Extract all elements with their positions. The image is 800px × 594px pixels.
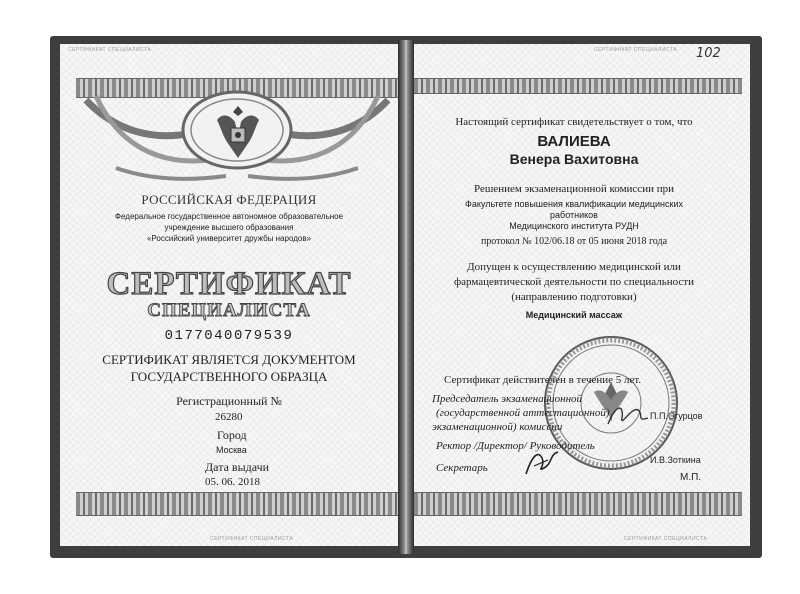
certificate-title: СЕРТИФИКАТ: [106, 266, 352, 302]
admitted-line-3: (направлению подготовки): [511, 291, 637, 303]
ornament-band-bottom: [76, 492, 398, 516]
chair-label-line-1: Председатель экзаменационной: [432, 393, 583, 405]
ornament-band-bottom-right: [414, 492, 742, 516]
edge-text-top-right: СЕРТИФИКАТ СПЕЦИАЛИСТА: [594, 47, 678, 53]
coat-of-arms-icon: [209, 102, 267, 164]
admitted-line-2: фармацевтической деятельности по специальности: [454, 276, 694, 288]
stamp-place-label: М.П.: [680, 472, 702, 483]
holder-given-names: Венера Вахитовна: [509, 151, 639, 167]
institution-line-2: учреждение высшего образования: [164, 223, 294, 232]
country-name: РОССИЙСКАЯ ФЕДЕРАЦИЯ: [141, 192, 317, 207]
institution-line-3: «Российский университет дружбы народов»: [146, 234, 312, 243]
right-page: [414, 44, 750, 546]
rector-label: Ректор /Директор/ Руководитель: [436, 440, 595, 452]
ornament-band-top-right: [414, 78, 742, 94]
document-statement-line-1: СЕРТИФИКАТ ЯВЛЯЕТСЯ ДОКУМЕНТОМ: [102, 352, 356, 367]
left-page: [60, 44, 398, 546]
certificate-spine: [398, 40, 414, 554]
document-statement-line-2: ГОСУДАРСТВЕННОГО ОБРАЗЦА: [130, 369, 328, 384]
handwritten-number: 102: [696, 46, 721, 61]
edge-text-bottom-right: СЕРТИФИКАТ СПЕЦИАЛИСТА: [624, 536, 708, 542]
certificate-subtitle: СПЕЦИАЛИСТА: [147, 300, 311, 321]
chair-name: П.П.Огурцов: [650, 411, 703, 421]
rector-name: И.В.Зоткина: [650, 455, 701, 465]
holder-surname: ВАЛИЕВА: [537, 133, 611, 150]
chair-label-line-3: экзаменационной) комиссии: [432, 421, 563, 433]
edge-text-top: СЕРТИФИКАТ СПЕЦИАЛИСТА: [68, 47, 152, 53]
validity-text: Сертификат действителен в течение 5 лет.: [444, 374, 642, 386]
issue-date-value: 05. 06. 2018: [205, 476, 260, 488]
protocol-text: протокол № 102/06.18 от 05 июня 2018 года: [480, 236, 668, 247]
chair-label-line-2: (государственной аттестационной): [436, 407, 610, 419]
decision-text: Решением экзаменационной комиссии при: [473, 183, 674, 195]
secretary-signature: [522, 446, 562, 478]
faculty-line-3: Медицинского института РУДН: [509, 221, 639, 231]
chair-signature: [606, 400, 650, 430]
intro-text: Настоящий сертификат свидетельствует о том, что: [455, 116, 693, 128]
registration-label: Регистрационный №: [176, 394, 282, 408]
secretary-label: Секретарь: [436, 462, 488, 474]
registration-number: 26280: [215, 411, 243, 423]
specialty-value: Медицинский массаж: [525, 310, 623, 320]
faculty-line-1: Факультете повышения квалификации медицинских: [465, 199, 683, 209]
faculty-line-2: работников: [550, 210, 598, 220]
city-value: Москва: [216, 445, 247, 455]
admitted-line-1: Допущен к осуществлению медицинской или: [467, 261, 681, 273]
edge-text-bottom: СЕРТИФИКАТ СПЕЦИАЛИСТА: [210, 536, 294, 542]
issue-date-label: Дата выдачи: [205, 460, 270, 474]
city-label: Город: [217, 428, 247, 442]
serial-number: 0177040079539: [164, 328, 294, 344]
institution-line-1: Федеральное государственное автономное образовательное: [114, 212, 344, 221]
